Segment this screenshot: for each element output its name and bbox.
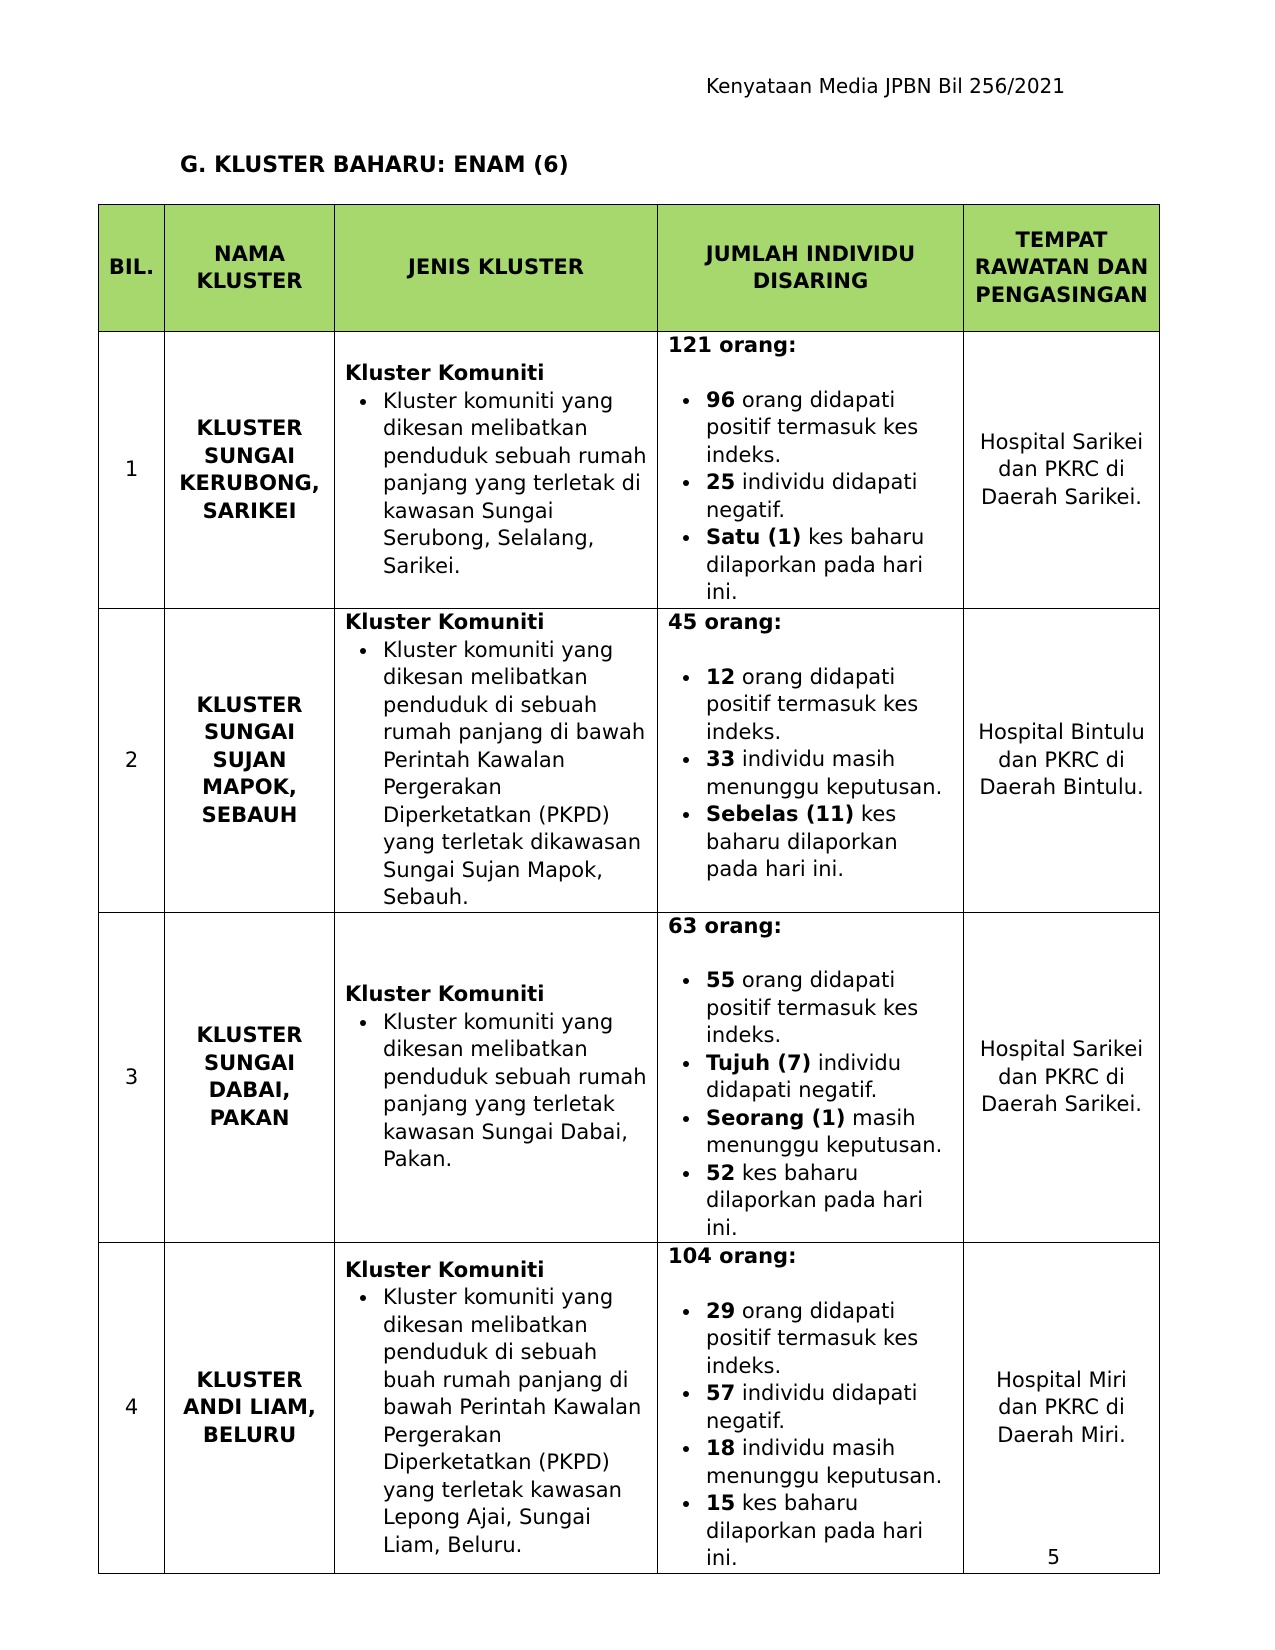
header-tempat-rawatan: TEMPAT RAWATAN DAN PENGASINGAN: [964, 205, 1160, 332]
cluster-name: KLUSTER SUNGAI KERUBONG, SARIKEI: [165, 332, 335, 609]
screening-result-item: • 15 kes baharu dilaporkan pada hari ini.: [702, 1490, 953, 1573]
cluster-type-title: Kluster Komuniti: [345, 610, 545, 634]
page-number: 5: [1047, 1545, 1060, 1569]
screening-result-item: • 33 individu masih menunggu keputusan.: [702, 746, 953, 801]
treatment-location: Hospital Miri dan PKRC di Daerah Miri.: [964, 1243, 1160, 1574]
screened-total: 121 orang:: [668, 333, 797, 357]
treatment-location: Hospital Bintulu dan PKRC di Daerah Bintulu.: [964, 609, 1160, 913]
table-row: [99, 609, 1160, 913]
screened-total: 63 orang:: [668, 913, 782, 938]
cluster-type-description: • Kluster komuniti yang dikesan melibatkan penduduk di sebuah buah rumah panjang di bawah Perintah Kawalan Pergerakan Diperketatkan (PKPD) yang terletak kawasan Lepong Ajai, Sungai Liam, Beluru.: [379, 1284, 647, 1559]
cluster-type-title: Kluster Komuniti: [345, 361, 545, 385]
cluster-type-cell: [335, 1243, 658, 1574]
cluster-type-description: • Kluster komuniti yang dikesan melibatkan penduduk di sebuah rumah panjang di bawah Perintah Kawalan Pergerakan Diperketatkan (PKPD) yang terletak dikawasan Sungai Sujan Mapok, Sebauh.: [379, 637, 647, 912]
treatment-location: Hospital Sarikei dan PKRC di Daerah Sarikei.: [964, 912, 1160, 1243]
screened-individuals-cell: [658, 609, 964, 913]
screened-individuals-cell: [658, 912, 964, 1243]
cluster-table: [98, 204, 1160, 1574]
screening-result-item: • Tujuh (7) individu didapati negatif.: [702, 1050, 953, 1105]
screening-result-item: • 57 individu didapati negatif.: [702, 1380, 953, 1435]
table-row: [99, 332, 1160, 609]
table-header-row: [99, 205, 1160, 332]
header-jenis-kluster: JENIS KLUSTER: [335, 205, 658, 332]
table-row: [99, 912, 1160, 1243]
row-number: 1: [99, 332, 165, 609]
screening-result-item: • 25 individu didapati negatif.: [702, 469, 953, 524]
screening-result-item: • 96 orang didapati positif termasuk kes indeks.: [702, 387, 953, 470]
header-nama-kluster: NAMA KLUSTER: [165, 205, 335, 332]
screened-total: 45 orang:: [668, 610, 782, 634]
cluster-type-cell: [335, 912, 658, 1243]
header-bil: BIL.: [99, 205, 165, 332]
screening-result-item: • Sebelas (11) kes baharu dilaporkan pada hari ini.: [702, 801, 953, 884]
row-number: 4: [99, 1243, 165, 1574]
cluster-type-title: Kluster Komuniti: [345, 982, 545, 1006]
cluster-type-title: Kluster Komuniti: [345, 1257, 545, 1282]
screening-result-item: • 55 orang didapati positif termasuk kes indeks.: [702, 967, 953, 1050]
screened-individuals-cell: [658, 1243, 964, 1574]
cluster-type-description: • Kluster komuniti yang dikesan melibatkan penduduk sebuah rumah panjang yang terletak di kawasan Sungai Serubong, Selalang, Sarikei.: [379, 388, 647, 581]
row-number: 3: [99, 912, 165, 1243]
screened-total: 104 orang:: [668, 1244, 797, 1268]
row-number: 2: [99, 609, 165, 913]
screening-result-item: • Seorang (1) masih menunggu keputusan.: [702, 1105, 953, 1160]
media-statement-reference: Kenyataan Media JPBN Bil 256/2021: [705, 74, 1065, 98]
cluster-name: KLUSTER ANDI LIAM, BELURU: [165, 1243, 335, 1574]
treatment-location: Hospital Sarikei dan PKRC di Daerah Sarikei.: [964, 332, 1160, 609]
table-row: [99, 1243, 1160, 1574]
screening-result-item: • 29 orang didapati positif termasuk kes indeks.: [702, 1298, 953, 1381]
screening-result-item: • 52 kes baharu dilaporkan pada hari ini.: [702, 1160, 953, 1243]
cluster-type-description: • Kluster komuniti yang dikesan melibatkan penduduk sebuah rumah panjang yang terletak kawasan Sungai Dabai, Pakan.: [379, 1009, 647, 1174]
screening-result-item: • 18 individu masih menunggu keputusan.: [702, 1435, 953, 1490]
cluster-name: KLUSTER SUNGAI SUJAN MAPOK, SEBAUH: [165, 609, 335, 913]
cluster-type-cell: [335, 332, 658, 609]
screening-result-item: • 12 orang didapati positif termasuk kes indeks.: [702, 664, 953, 747]
screened-individuals-cell: [658, 332, 964, 609]
cluster-name: KLUSTER SUNGAI DABAI, PAKAN: [165, 912, 335, 1243]
section-title: G. KLUSTER BAHARU: ENAM (6): [180, 153, 569, 178]
screening-result-item: • Satu (1) kes baharu dilaporkan pada hari ini.: [702, 524, 953, 607]
cluster-type-cell: [335, 609, 658, 913]
header-jumlah-individu: JUMLAH INDIVIDU DISARING: [658, 205, 964, 332]
